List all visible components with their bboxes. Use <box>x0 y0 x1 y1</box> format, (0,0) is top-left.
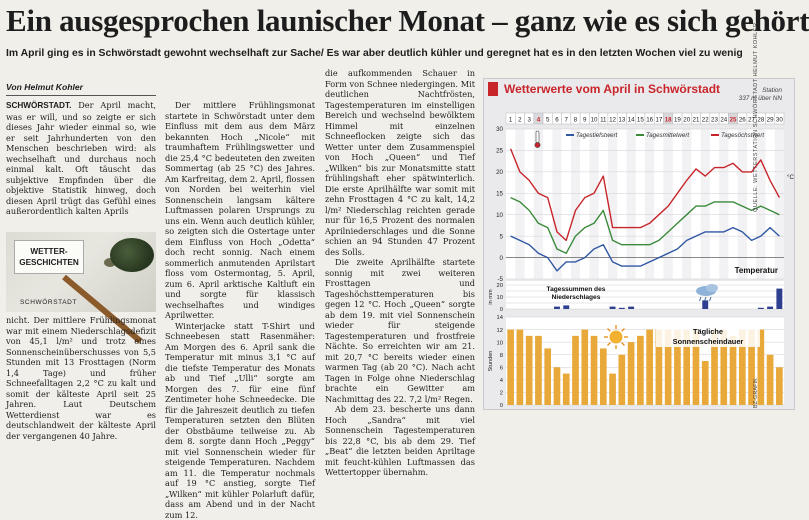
sunshine-bar <box>646 330 653 405</box>
sunshine-bar <box>507 330 514 405</box>
sunshine-bar <box>581 330 588 405</box>
day-label: 9 <box>583 116 587 123</box>
sunshine-bar <box>526 336 533 405</box>
sunshine-label-line-2: Sonnenscheindauer <box>673 337 744 346</box>
sunshine-tick-label: 14 <box>497 315 504 321</box>
day-label: 19 <box>674 116 681 123</box>
sunshine-bar <box>628 342 635 405</box>
day-label: 20 <box>683 116 690 123</box>
precipitation-tick-label: 0 <box>500 307 503 313</box>
article-column-1-top <box>6 100 156 230</box>
precipitation-label-line-1: Tagessummen des <box>547 286 606 293</box>
paragraph-5: Die zweite Aprilhälfte startete sonnig mit zwei weiteren Frosttagen und Tageshöchsttemperaturen bis gegen 12 °C. Hoch „Queen“ sorgte ab dem 19. mit viel Sonnenschein wieder für steigende Tagestemperaturen und frostfreie Nächte. So erreichten wir am 21. mit 20,7 °C bereits wieder einen warmen Tag (ab 20 °C). Nach acht Tagen in Folge ohne Niederschlag brachte ein Gewitter am Nachmittag des 22. 7,2 l/m² Regen. <box>325 257 475 404</box>
graphic-credit: BZ-GRAFIK <box>752 358 761 408</box>
paragraph-4: die aufkommenden Schauer in Form von Schnee niedergingen. Mit deutlichen Nachtfrösten, Tagestemperaturen im einstelligen Bereich und wechselnd bewölktem Himmel mit einzelnen Schneeflocken zeigte sich das Wetter unter dem Zusammenspiel von Hoch „Queen“ und Tief „Wilken“ bis zur Monatsmitte statt frühlingshaft eher spätwinterlich. Die erste Aprilhälfte war somit mit zehn Frosttagen 4 °C zu kalt, 14,2 l/m² Niederschlag reichten gerade nur für 16,5 Prozent des normalen Aprilniederschlages und die Sonne schien an 94 Stunden 47 Prozent des Solls. <box>325 68 475 257</box>
day-label: 17 <box>655 116 662 123</box>
day-label: 5 <box>546 116 550 123</box>
sunshine-tick-label: 6 <box>500 365 503 371</box>
day-label: 1 <box>509 116 513 123</box>
day-label: 27 <box>748 116 755 123</box>
temperature-tick-label: 0 <box>500 255 504 262</box>
precipitation-bar <box>563 305 569 309</box>
weather-charts <box>484 79 796 411</box>
byline: Von Helmut Kohler <box>6 80 156 94</box>
sunshine-bar <box>776 367 783 405</box>
sunshine-bar <box>554 367 561 405</box>
temperature-column-stripe <box>645 129 654 279</box>
day-label: 2 <box>518 116 522 123</box>
day-label: 24 <box>720 116 727 123</box>
day-label: 21 <box>693 116 700 123</box>
headline: Ein ausgesprochen launischer Monat – ganz wie es sich gehört <box>6 2 796 40</box>
sunshine-bar <box>600 348 607 405</box>
temperature-tick-label: 5 <box>500 233 504 240</box>
day-label: 13 <box>618 116 625 123</box>
legend-label: Tagestiefstwert <box>576 132 618 139</box>
temperature-column-stripe <box>534 129 543 279</box>
temperature-unit: °C <box>787 174 794 181</box>
sunshine-bar <box>618 355 625 405</box>
article-column-1-bottom: nicht. Der mittlere Frühlingsmonat war mit einem Niederschlagsdefizit von 45,1 l/m² und trotz eines Sonnenscheinüberschusses von 5,5 Stunden mit 13 Frosttagen (Norm 1,4 Tage) und früher Schneefalltagen 2,2 °C zu kalt und somit der kälteste April seit 25 Jahren. Laut Deutschem Wetterdienst war es deutschlandweit der kälteste April der vergangenen 40 Jahre. <box>6 315 156 410</box>
day-label: 3 <box>527 116 531 123</box>
day-label: 18 <box>665 116 672 123</box>
day-label: 16 <box>646 116 653 123</box>
sunshine-tick-label: 10 <box>497 340 503 346</box>
paragraph-2: Der mittlere Frühlingsmonat startete in Schwörstadt unter dem Einfluss mit dem aus dem März bekannten Hoch „Nicole“ mit traumhaftem Frühlingswetter und die 25,4 °C bedeuteten den zweiten Sommertag (ab 25 °C) des Jahres. Am Karfreitag, dem 2. April, flossen von Norden bei weiterhin viel Sonnenschein langsam kältere Luftmassen polaren Ursprungs zu uns ein. Wenn auch deutlich kühler, so zeigten sich die Ostertage unter dem Einfluss von Hoch „Odetta“ doch recht sonnig. Nach einem sommerlich anmutenden Aprilstart floss vom Ostermontag, 5. April, zum 6. April arktische Kaltluft ein und sorgte für klassisch wechselhaftes und windiges Aprilwetter. <box>165 100 315 321</box>
day-label: 29 <box>767 116 774 123</box>
precipitation-tick-label: 10 <box>497 295 503 301</box>
sunshine-tick-label: 0 <box>500 403 503 409</box>
sunshine-tick-label: 4 <box>500 378 504 384</box>
precipitation-bar <box>758 308 764 309</box>
day-label: 28 <box>757 116 764 123</box>
sun-icon <box>610 331 623 344</box>
day-label: 4 <box>537 116 541 123</box>
dateline: SCHWÖRSTADT. <box>6 101 71 110</box>
rain-cloud-puff <box>706 284 718 292</box>
precipitation-bar <box>619 308 625 309</box>
day-label: 8 <box>574 116 578 123</box>
precipitation-label-line-2: Niederschlages <box>552 294 601 301</box>
day-label: 10 <box>591 116 598 123</box>
temperature-column-stripe <box>775 129 784 279</box>
temperature-column-stripe <box>571 129 580 279</box>
precipitation-bar <box>776 289 782 309</box>
sunshine-bar <box>702 361 709 405</box>
article-column-3 <box>325 68 475 410</box>
day-label: 22 <box>702 116 709 123</box>
day-label: 14 <box>628 116 635 123</box>
sunshine-unit: Stunden <box>488 351 494 372</box>
precipitation-bar <box>610 307 616 309</box>
day-label: 15 <box>637 116 644 123</box>
weather-graphic-title: Wetterwerte vom April in Schwörstadt <box>504 81 734 97</box>
day-label: 30 <box>776 116 783 123</box>
thermometer-icon <box>536 131 539 143</box>
byline-rule <box>6 95 156 96</box>
temperature-tick-label: -5 <box>497 276 503 283</box>
temperature-tick-label: 25 <box>496 148 503 155</box>
photo-wettergeschichten <box>6 232 156 312</box>
sunshine-bar <box>609 374 616 405</box>
temperature-tick-label: 30 <box>496 126 503 133</box>
temperature-column-stripe <box>589 129 598 279</box>
precipitation-bar <box>554 307 560 309</box>
sunshine-bar <box>572 336 579 405</box>
day-label: 6 <box>555 116 559 123</box>
sunshine-tick-label: 12 <box>497 328 503 334</box>
sign-line-1: WETTER- <box>15 246 83 257</box>
weather-graphic <box>483 78 795 410</box>
precipitation-bar <box>767 307 773 309</box>
sunshine-bar <box>517 330 524 405</box>
temperature-tick-label: 10 <box>496 212 503 219</box>
sunshine-tick-label: 2 <box>500 391 503 397</box>
day-label: 23 <box>711 116 718 123</box>
precipitation-unit: in mm <box>488 289 494 305</box>
temperature-column-stripe <box>682 129 691 279</box>
thermometer-bulb <box>535 142 540 147</box>
temperature-tick-label: 15 <box>496 190 503 197</box>
sunshine-label-line-1: Tägliche <box>693 327 723 336</box>
temperature-column-stripe <box>719 129 728 279</box>
temperature-tick-label: 20 <box>496 169 503 176</box>
sunshine-bar <box>767 355 774 405</box>
sunshine-tick-label: 8 <box>500 353 503 359</box>
source-credit: QUELLE: WETTERSTATION SCHWÖRSTADT HELMUT KOHLER <box>752 82 761 212</box>
sunshine-bar <box>544 348 551 405</box>
legend-label: Tagesöchstwert <box>721 132 764 139</box>
temperature-column-stripe <box>626 129 635 279</box>
day-label: 12 <box>609 116 616 123</box>
day-label: 7 <box>565 116 569 123</box>
precipitation-bar <box>628 307 634 309</box>
day-label: 11 <box>600 116 607 123</box>
paragraph-1: Der April macht, was er will, und so zeigte er sich dieses Jahr wieder einmal so, wie er seit Jahrhunderten von den Menschen beschrieben wird: als wechselhaft und durchaus noch einmal kalt. Oft täuscht das subjektive Empfinden über die objektive Statistik hinweg, doch diesen April trügt das Gefühl eines außerordentlich kalten Aprils <box>6 100 156 216</box>
legend-label: Tagesmittelwert <box>646 132 689 139</box>
subheadline: Im April ging es in Schwörstadt gewohnt wechselhaft zur Sache/ Es war aber deutlich kühler und geregnet hat es in den letzten Wochen viel zu wenig <box>6 45 796 63</box>
temperature-label: Temperatur <box>735 266 778 275</box>
precipitation-tick-label: 20 <box>497 283 503 289</box>
sunshine-bar <box>563 374 570 405</box>
station-label: Station <box>722 87 782 95</box>
sunshine-bar <box>535 336 542 405</box>
sunshine-bar <box>637 336 644 405</box>
temperature-column-stripe <box>552 129 561 279</box>
station-elevation: 337 m über NN <box>722 95 782 103</box>
paragraph-6: Ab dem 23. bescherte uns dann Hoch „Sandra“ mit viel Sonnenschein Tagestemperaturen bis 22,8 °C, bis ab dem 29. Tief „Beat“ die letzten beiden Apriltage mit feucht-kühlen Luftmassen das Wettertopper übernahm. <box>325 404 475 478</box>
paragraph-3: Winterjacke statt T-Shirt und Schneebesen statt Rasenmäher: Am Morgen des 6. April sank die Temperatur mit minus 3,1 °C auf die tiefste Temperatur des Monats ab und Tief „Ulli“ sorgte am Morgen des 7. für eine fünf Zentimeter hohe Schneedecke. Die für die Jahreszeit deutlich zu tiefen Temperaturen setzten den Blüten der Obstbäume teilweise zu. Ab dem 8. sorgte dann Hoch „Peggy“ mit viel Sonnenschein wieder für steigende Temperaturen. Nachdem am 11. die Temperatur nochmals auf 19 °C anstieg, sorgte Tief „Wilken“ mit kühler Polarluft dafür, dass am Abend und in der Nacht zum 12. <box>165 321 315 520</box>
day-label: 25 <box>730 116 737 123</box>
day-label: 26 <box>739 116 746 123</box>
temperature-column-stripe <box>664 129 673 279</box>
turtle-shell <box>110 238 154 272</box>
sunshine-bar <box>591 336 598 405</box>
sign-line-2: GESCHICHTEN <box>15 257 83 268</box>
precipitation-bar <box>702 300 708 309</box>
photo-caption: SCHWÖRSTADT <box>20 298 110 308</box>
article-column-2 <box>165 100 315 410</box>
weather-stories-sign <box>14 240 84 274</box>
